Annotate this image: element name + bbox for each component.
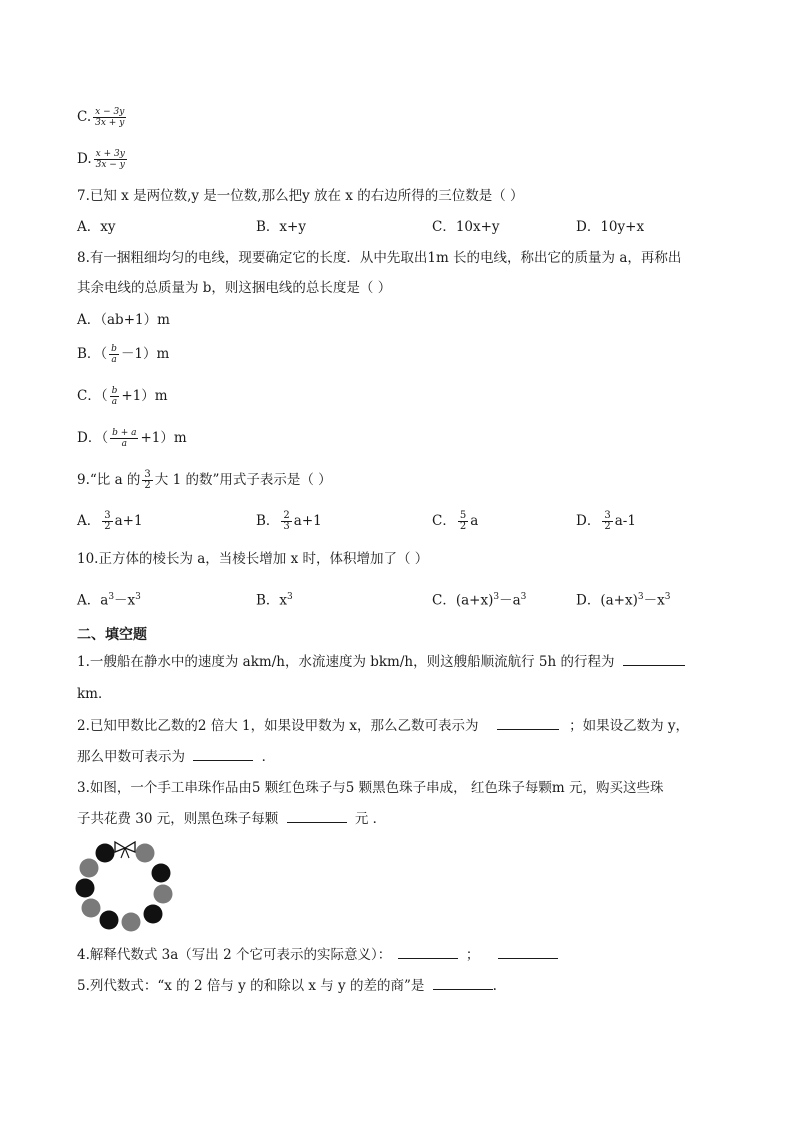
q9-option-d: D． $\frac{3}{2}$ a-1	[576, 510, 636, 532]
gray-bead-3	[154, 885, 173, 904]
q10-options	[77, 586, 737, 610]
answer-blank[interactable]	[623, 653, 685, 666]
beads	[76, 844, 173, 932]
f5-line: 5.列代数式：“x 的 2 倍与 y 的和除以 x 与 y 的差的商”是 .	[77, 978, 497, 994]
q8-option-a: A．（ab+1）m	[77, 312, 170, 328]
f1-line2: km．	[77, 686, 112, 702]
fraction: $\frac{b}{a}$	[111, 386, 118, 407]
q9-option-a: A． $\frac{3}{2}$ a+1	[77, 510, 143, 532]
fraction: $\frac{x + 3y}{3x - y}$	[95, 149, 125, 170]
q8-option-b: B．（ $\frac{b}{a}$ －1）m	[77, 344, 170, 365]
option-label: D.	[77, 151, 92, 167]
f3-line2: 子共花费 30 元，则黑色珠子每颗 元 ．	[77, 811, 387, 827]
answer-blank[interactable]	[287, 810, 347, 823]
fraction: $\frac{x - 3y}{3x + y}$	[95, 107, 125, 128]
q6-option-d	[77, 149, 129, 170]
answer-blank[interactable]	[498, 946, 558, 959]
black-bead-2	[152, 864, 171, 883]
f3-line1: 3.如图，一个手工串珠作品由5 颗红色珠子与5 颗黑色珠子串成， 红色珠子每颗m 元，购买这些珠	[77, 780, 664, 796]
fraction: $\frac{b + a}{a}$	[112, 428, 137, 449]
q8-stem-line1: 8.有一捆粗细均匀的电线，现要确定它的长度．从中先取出1m 长的电线，称出它的质量为 a，再称出	[77, 250, 682, 266]
black-bead-0	[96, 844, 115, 863]
q7-option-b: B．x+y	[256, 219, 306, 235]
q9-options	[77, 510, 737, 534]
f4-line: 4.解释代数式 3a（写出 2 个它可表示的实际意义）： ；	[77, 945, 558, 965]
q10-option-d: D．$(a+x)^3-x^3$	[576, 592, 671, 609]
q8-stem-line2: 其余电线的总质量为 b，则这捆电线的总长度是（ ）	[77, 280, 392, 296]
f1-line1: 1.一艘船在静水中的速度为 akm/h，水流速度为 bkm/h，则这艘船顺流航行 5h 的行程为	[77, 652, 685, 672]
fraction: $\frac{3}{2}$	[144, 469, 151, 491]
answer-blank[interactable]	[398, 946, 458, 959]
black-bead-8	[76, 879, 95, 898]
q9-option-c: C． $\frac{5}{2}$ a	[432, 510, 479, 532]
bow-icon	[115, 842, 135, 858]
answer-blank[interactable]	[433, 977, 493, 990]
black-bead-4	[144, 905, 163, 924]
q6-option-c	[77, 107, 128, 128]
q7-stem: 7.已知 x 是两位数,y 是一位数,那么把y 放在 x 的右边所得的三位数是（ ）	[77, 188, 524, 204]
gray-bead-5	[122, 913, 141, 932]
q8-option-d: D．（ $\frac{b + a}{a}$ +1）m	[77, 428, 187, 449]
q10-option-c: C．$(a+x)^3-a^3$	[432, 592, 527, 609]
q7-option-d: D．10y+x	[576, 219, 645, 235]
gray-bead-7	[82, 899, 101, 918]
q7-options	[77, 216, 737, 240]
q10-option-a: A．$a^3-x^3$	[77, 592, 141, 609]
black-bead-6	[100, 911, 119, 930]
option-label: C.	[77, 109, 92, 125]
gray-bead-9	[80, 859, 99, 878]
f2-line2: 那么甲数可表示为 ．	[77, 749, 276, 765]
q10-stem: 10.正方体的棱长为 a，当棱长增加 x 时，体积增加了（ ）	[77, 551, 429, 567]
q9-stem: 9.“比 a 的 $\frac{3}{2}$ 大 1 的数”用式子表示是（ ）	[77, 469, 332, 491]
answer-blank[interactable]	[497, 717, 559, 730]
q8-option-c: C．（ $\frac{b}{a}$ +1）m	[77, 386, 168, 407]
q10-option-b: B．$x^3$	[256, 592, 293, 609]
answer-blank[interactable]	[193, 748, 253, 761]
gray-bead-1	[136, 844, 155, 863]
q7-option-c: C．10x+y	[432, 219, 500, 235]
fraction: $\frac{b}{a}$	[111, 344, 117, 365]
bead-bracelet-figure	[75, 838, 175, 933]
f2-line1: 2.已知甲数比乙数的2 倍大 1，如果设甲数为 x，那么乙数可表示为 ；如果设乙数为 y，	[77, 718, 690, 734]
section-heading: 二、填空题	[77, 627, 147, 643]
q7-option-a: A．xy	[77, 219, 116, 235]
q9-option-b: B． $\frac{2}{3}$ a+1	[256, 510, 322, 532]
